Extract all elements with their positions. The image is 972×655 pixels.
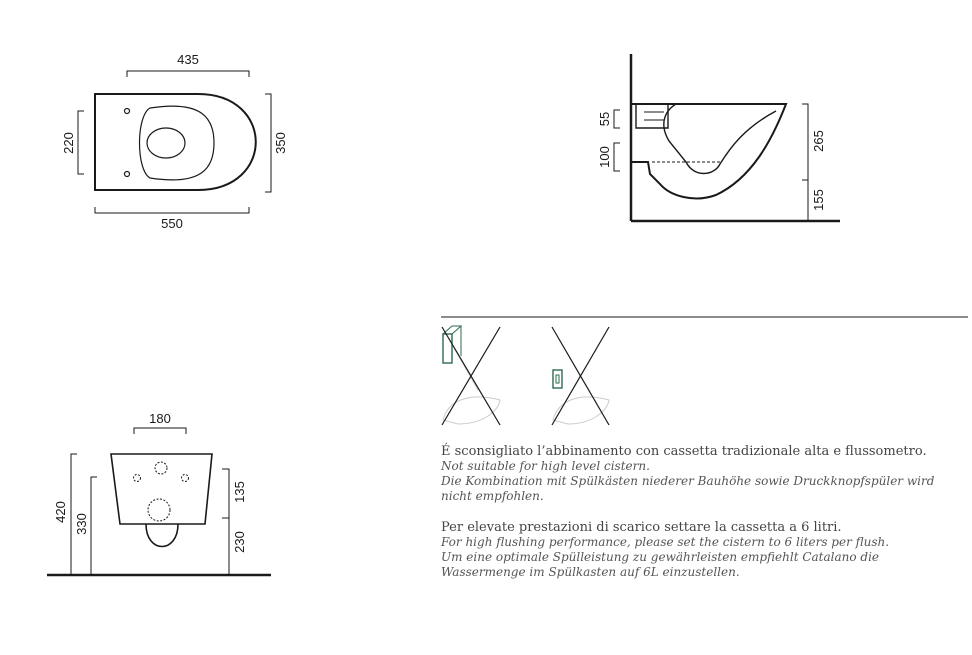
dim-230: 230 (232, 531, 247, 553)
dim-550: 550 (161, 216, 183, 231)
dim-135: 135 (232, 481, 247, 503)
dim-435: 435 (177, 52, 199, 67)
dim-265: 265 (811, 130, 826, 152)
top-view (78, 71, 271, 213)
dim-180: 180 (149, 411, 171, 426)
dim-220: 220 (61, 132, 76, 154)
note2-italian: Per elevate prestazioni di scarico settare la cassetta a 6 litri. (441, 520, 842, 535)
flush-valve-crossed-icon (552, 327, 609, 425)
note2-english: For high flushing performance, please set the cistern to 6 liters per flush. (441, 535, 890, 549)
dim-330: 330 (74, 513, 89, 535)
note2-german: Um eine optimale Spülleistung zu gewährleisten empfiehlt Catalano die Wassermenge im Spülkasten auf 6L einzustellen. (441, 550, 880, 579)
note1-german: Die Kombination mit Spülkästen niederer Bauhöhe sowie Druckknopfspüler wird nicht empfohlen. (441, 474, 935, 503)
dim-55: 55 (597, 111, 612, 127)
note1-english: Not suitable for high level cistern. (441, 459, 650, 473)
dim-155: 155 (811, 189, 826, 211)
dim-350: 350 (273, 132, 288, 154)
high-cistern-crossed-icon (442, 326, 500, 425)
dim-420: 420 (53, 501, 68, 523)
dim-100: 100 (597, 146, 612, 168)
side-view (614, 54, 840, 221)
notes (441, 444, 966, 580)
note1-italian: É sconsigliato l’abbinamento con cassetta tradizionale alta e flussometro. (441, 444, 927, 459)
